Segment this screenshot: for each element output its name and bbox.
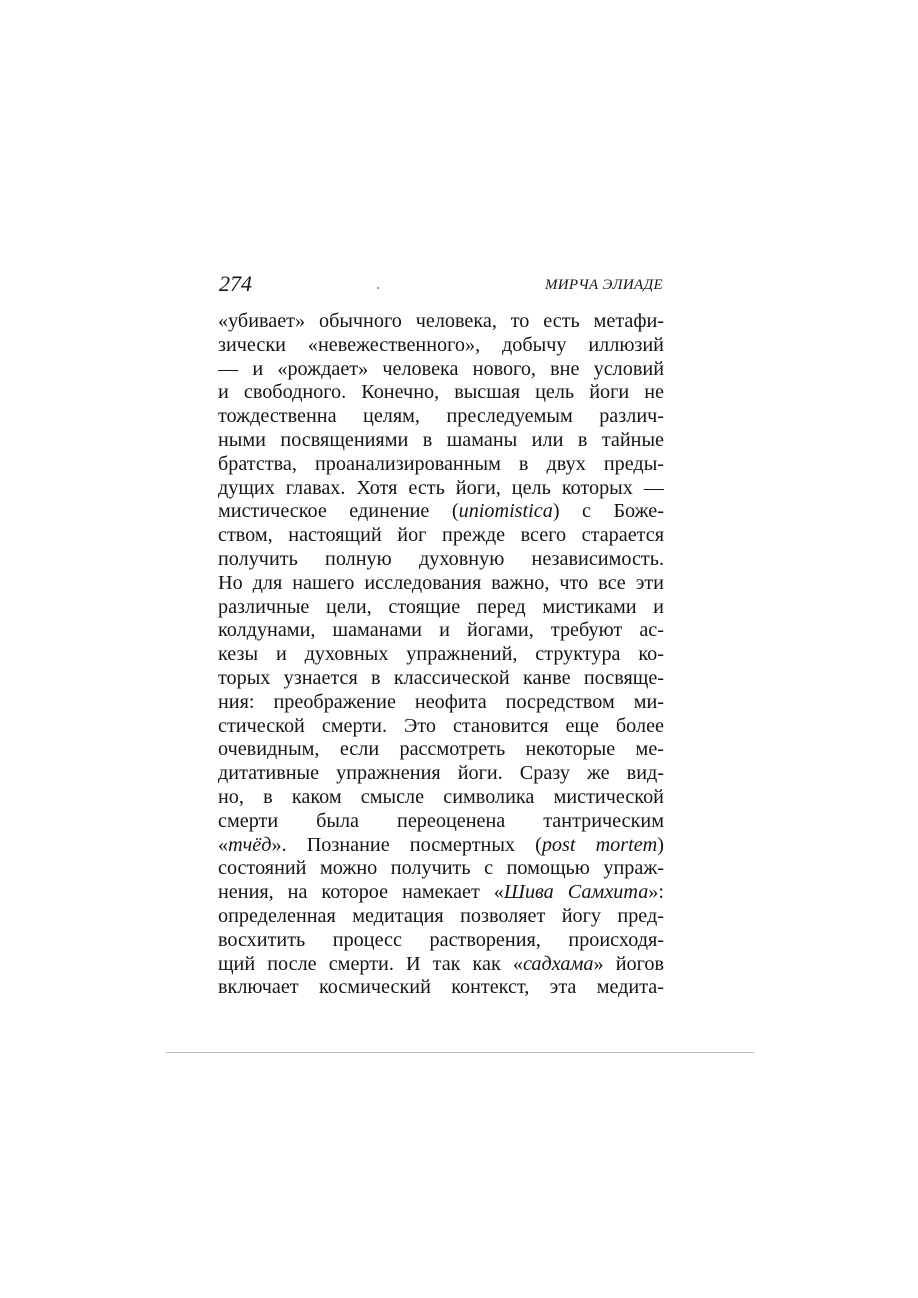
text-line <box>218 643 664 667</box>
text-segment: ) с Боже- <box>552 500 664 523</box>
text-line <box>218 667 664 691</box>
text-line <box>218 857 664 881</box>
text-line <box>218 810 664 834</box>
text-segment: » йогов <box>593 952 664 975</box>
text-line <box>218 834 664 858</box>
text-segment: колдунами, шаманами и йогами, требуют ас- <box>218 619 664 642</box>
text-line <box>218 762 664 786</box>
text-segment: очевидным, если рассмотреть некоторые ме- <box>218 738 664 761</box>
text-line <box>218 881 664 905</box>
text-segment: «убивает» обычного человека, то есть метафи- <box>218 310 664 332</box>
text-segment: дитативные упражнения йоги. Сразу же вид- <box>218 762 664 785</box>
running-head: МИРЧА ЭЛИАДЕ <box>544 277 663 293</box>
text-segment: щий после смерти. И так как « <box>218 952 523 975</box>
text-segment: тождественна целям, преследуемым различ- <box>218 405 664 428</box>
text-line <box>218 334 664 358</box>
text-segment: состояний можно получить с помощью упраж- <box>218 857 664 880</box>
text-segment: ством, настоящий йог прежде всего старается <box>218 524 664 547</box>
text-segment: ». Познание посмертных ( <box>271 833 542 856</box>
text-segment: « <box>218 833 229 856</box>
text-segment: ) <box>657 833 664 856</box>
text-line <box>218 691 664 715</box>
text-segment: нения, на которое намекает « <box>218 881 504 904</box>
text-segment: Но для нашего исследования важно, что все эти <box>218 571 664 594</box>
text-line <box>218 453 664 477</box>
text-segment: братства, проанализированным в двух преды- <box>218 452 664 475</box>
text-line <box>218 310 664 334</box>
text-segment: стической смерти. Это становится еще более <box>218 714 664 737</box>
text-segment: но, в каком смысле символика мистической <box>218 785 664 808</box>
text-segment: дущих главах. Хотя есть йоги, цель которых — <box>218 476 664 499</box>
italic-term: uniomistica <box>458 500 553 523</box>
text-line <box>218 548 664 572</box>
text-segment: смерти была переоценена тантрическим <box>218 809 664 832</box>
text-segment: определенная медитация позволяет йогу пред- <box>218 904 664 927</box>
text-segment: ными посвящениями в шаманы или в тайные <box>218 428 664 451</box>
text-segment: торых узнается в классической канве посвяще- <box>218 666 664 689</box>
text-line <box>218 905 664 929</box>
text-segment: »: <box>648 881 664 904</box>
body-text <box>218 310 664 1000</box>
text-line <box>218 596 664 620</box>
italic-term: Шива Самхита <box>503 881 649 904</box>
text-line <box>218 381 664 405</box>
text-line <box>218 429 664 453</box>
text-line <box>218 619 664 643</box>
text-line <box>218 715 664 739</box>
text-segment: восхитить процесс растворения, происходя- <box>218 928 664 951</box>
text-line <box>218 524 664 548</box>
text-line <box>218 500 664 524</box>
text-segment: получить полную духовную независимость. <box>218 547 664 570</box>
text-segment: и свободного. Конечно, высшая цель йоги не <box>218 381 664 404</box>
text-segment: зически «невежественного», добычу иллюзий <box>218 333 664 356</box>
text-line <box>218 572 664 596</box>
text-line <box>218 976 664 1000</box>
page-number: 274 <box>219 271 252 296</box>
text-line <box>218 477 664 501</box>
scan-speck <box>377 287 379 289</box>
text-segment: включает космический контекст, эта медита- <box>218 976 664 999</box>
text-segment: мистическое единение ( <box>218 500 459 523</box>
text-line <box>218 786 664 810</box>
italic-term: post mortem <box>541 833 658 856</box>
text-line <box>218 358 664 382</box>
italic-term: тчёд <box>228 833 272 856</box>
text-line <box>218 953 664 977</box>
text-segment: ния: преображение неофита посредством ми- <box>218 690 664 713</box>
italic-term: садхама <box>523 952 594 975</box>
text-segment: кезы и духовных упражнений, структура ко- <box>218 643 664 666</box>
text-line <box>218 929 664 953</box>
page-bottom-rule <box>166 1052 754 1053</box>
text-line <box>218 405 664 429</box>
text-segment: — и «рождает» человека нового, вне условий <box>218 357 664 380</box>
text-line <box>218 738 664 762</box>
text-segment: различные цели, стоящие перед мистиками и <box>218 595 664 618</box>
